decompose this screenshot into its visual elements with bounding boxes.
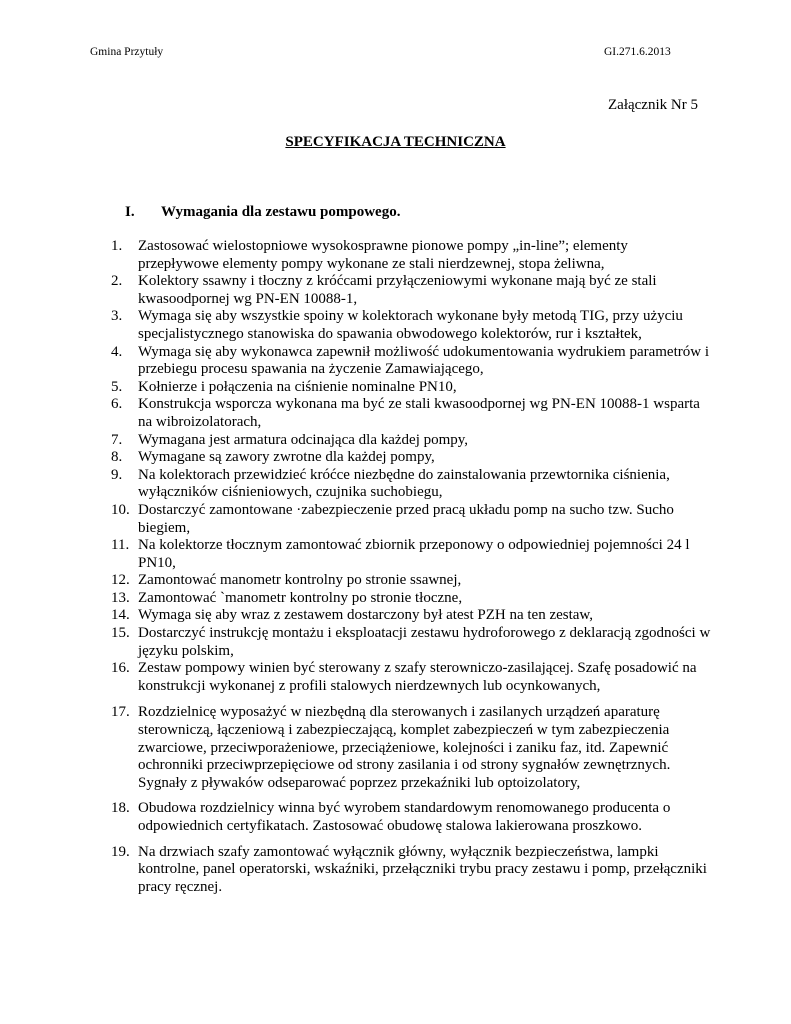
item-text: Dostarczyć zamontowane ·zabezpieczenie przed pracą układu pomp na sucho tzw. Sucho biegiem,	[138, 501, 674, 536]
item-text: Obudowa rozdzielnicy winna być wyrobem standardowym renomowanego producenta o odpowiednich certyfikatach. Zastosować obudowę stalowa lakierowana proszkowo.	[138, 800, 671, 834]
list-item	[111, 396, 711, 431]
item-number: 18.	[111, 800, 130, 817]
item-number: 11.	[111, 537, 130, 554]
item-text: Na drzwiach szafy zamontować wyłącznik główny, wyłącznik bezpieczeństwa, lampki kontrolne, panel operatorski, wskaźniki, przełączniki trybu pracy zestawu i pomp, przełączniki pracy ręcznej.	[138, 843, 707, 895]
section-title: Wymagania dla zestawu pompowego.	[161, 204, 401, 220]
list-item	[111, 308, 711, 343]
item-text: Wymaga się aby wykonawca zapewnił możliwość udokumentowania wydrukiem parametrów i przebiegu procesu spawania na życzenie Zamawiającego,	[138, 343, 710, 378]
item-text: Wymaga się aby wraz z zestawem dostarczony był atest PZH na ten zestaw,	[138, 607, 594, 624]
item-number: 8.	[111, 449, 123, 466]
requirements-list	[111, 238, 711, 896]
item-text: Wymagane są zawory zwrotne dla każdej pompy,	[138, 449, 435, 466]
item-text: Kołnierze i połączenia na ciśnienie nominalne PN10,	[138, 378, 457, 395]
item-number: 17.	[111, 704, 130, 721]
list-item	[111, 572, 711, 590]
item-number: 13.	[111, 589, 130, 606]
item-number: 14.	[111, 607, 130, 624]
list-item	[111, 344, 711, 379]
list-item	[111, 625, 711, 660]
item-number: 2.	[111, 273, 123, 290]
list-item	[111, 449, 711, 467]
item-number: 12.	[111, 572, 130, 589]
item-text: Kolektory ssawny i tłoczny z króćcami przyłączeniowymi wykonane mają być ze stali kwasoodpornej wg PN-EN 10088-1,	[138, 273, 657, 307]
item-text: Dostarczyć instrukcję montażu i eksploatacji zestawu hydroforowego z deklaracją zgodności w języku polskim,	[138, 625, 711, 659]
list-item	[111, 844, 711, 897]
item-text: Konstrukcja wsporcza wykonana ma być ze stali kwasoodpornej wg PN-EN 10088-1 wsparta na wibroizolatorach,	[138, 396, 700, 430]
list-item	[111, 607, 711, 625]
document-title: SPECYFIKACJA TECHNICZNA	[285, 134, 506, 150]
list-item	[111, 660, 711, 695]
item-number: 16.	[111, 660, 130, 677]
list-item	[111, 537, 711, 572]
item-number: 1.	[111, 238, 123, 254]
item-number: 4.	[111, 343, 123, 360]
annex-label: Załącznik Nr 5	[608, 97, 698, 113]
list-item	[111, 379, 711, 397]
item-number: 3.	[111, 308, 123, 325]
list-item	[111, 704, 711, 792]
item-number: 19.	[111, 843, 130, 860]
section-heading	[125, 204, 400, 221]
list-item	[111, 502, 711, 537]
item-text: Rozdzielnicę wyposażyć w niezbędną dla sterowanych i zasilanych urządzeń aparaturę sterowniczą, łączeniową i zabezpieczającą, komplet zabezpieczeń w tym zabezpieczenia zwarciowe, przeciwporażeniowe, przeciążeniowe, kolejności i zaniku faz, itd. Zapewnić ochronniki przeciwprzepięciowe od strony zasilania i od strony sygnałów zewnętrznych. Sygnały z pływaków odseparować poprzez przekaźniki lub optoizolatory,	[138, 704, 671, 791]
item-text: Na kolektorach przewidzieć króćce niezbędne do zainstalowania przewtornika ciśnienia, wyłączników ciśnieniowych, czujnika suchobiegu,	[138, 466, 670, 501]
item-text: Na kolektorze tłocznym zamontować zbiornik przeponowy o odpowiedniej pojemności 24 l PN10,	[138, 537, 690, 571]
item-number: 10.	[111, 501, 130, 518]
item-number: 15.	[111, 625, 130, 642]
list-item	[111, 590, 711, 608]
list-item	[111, 800, 711, 835]
item-number: 5.	[111, 378, 123, 395]
section-number: I.	[125, 204, 135, 220]
item-number: 9.	[111, 466, 123, 483]
header-municipality: Gmina Przytuły	[90, 46, 164, 58]
item-text: Zastosować wielostopniowe wysokosprawne pionowe pompy „in-line”; elementy przepływowe elementy pompy wykonane ze stali nierdzewnej, stopa żeliwna,	[138, 238, 628, 272]
item-text: Zamontować manometr kontrolny po stronie ssawnej,	[138, 572, 462, 589]
item-number: 6.	[111, 396, 123, 413]
item-number: 7.	[111, 431, 123, 448]
item-text: Zestaw pompowy winien być sterowany z szafy sterowniczo-zasilającej. Szafę posadowić na konstrukcji wykonanej z profili stalowych nierdzewnych lub ocynkowanych,	[138, 660, 697, 694]
list-item	[111, 467, 711, 502]
item-text: Wymagana jest armatura odcinająca dla każdej pompy,	[138, 431, 469, 448]
list-item	[111, 273, 711, 308]
list-item	[111, 238, 711, 273]
item-text: Zamontować `manometr kontrolny po stronie tłoczne,	[138, 589, 463, 606]
item-text: Wymaga się aby wszystkie spoiny w kolektorach wykonane były metodą TIG, przy użyciu specjalistycznego stanowiska do spawania obwodowego kolektorów, rur i kształtek,	[138, 308, 683, 342]
header-reference-number: GI.271.6.2013	[604, 46, 671, 58]
list-item	[111, 432, 711, 450]
